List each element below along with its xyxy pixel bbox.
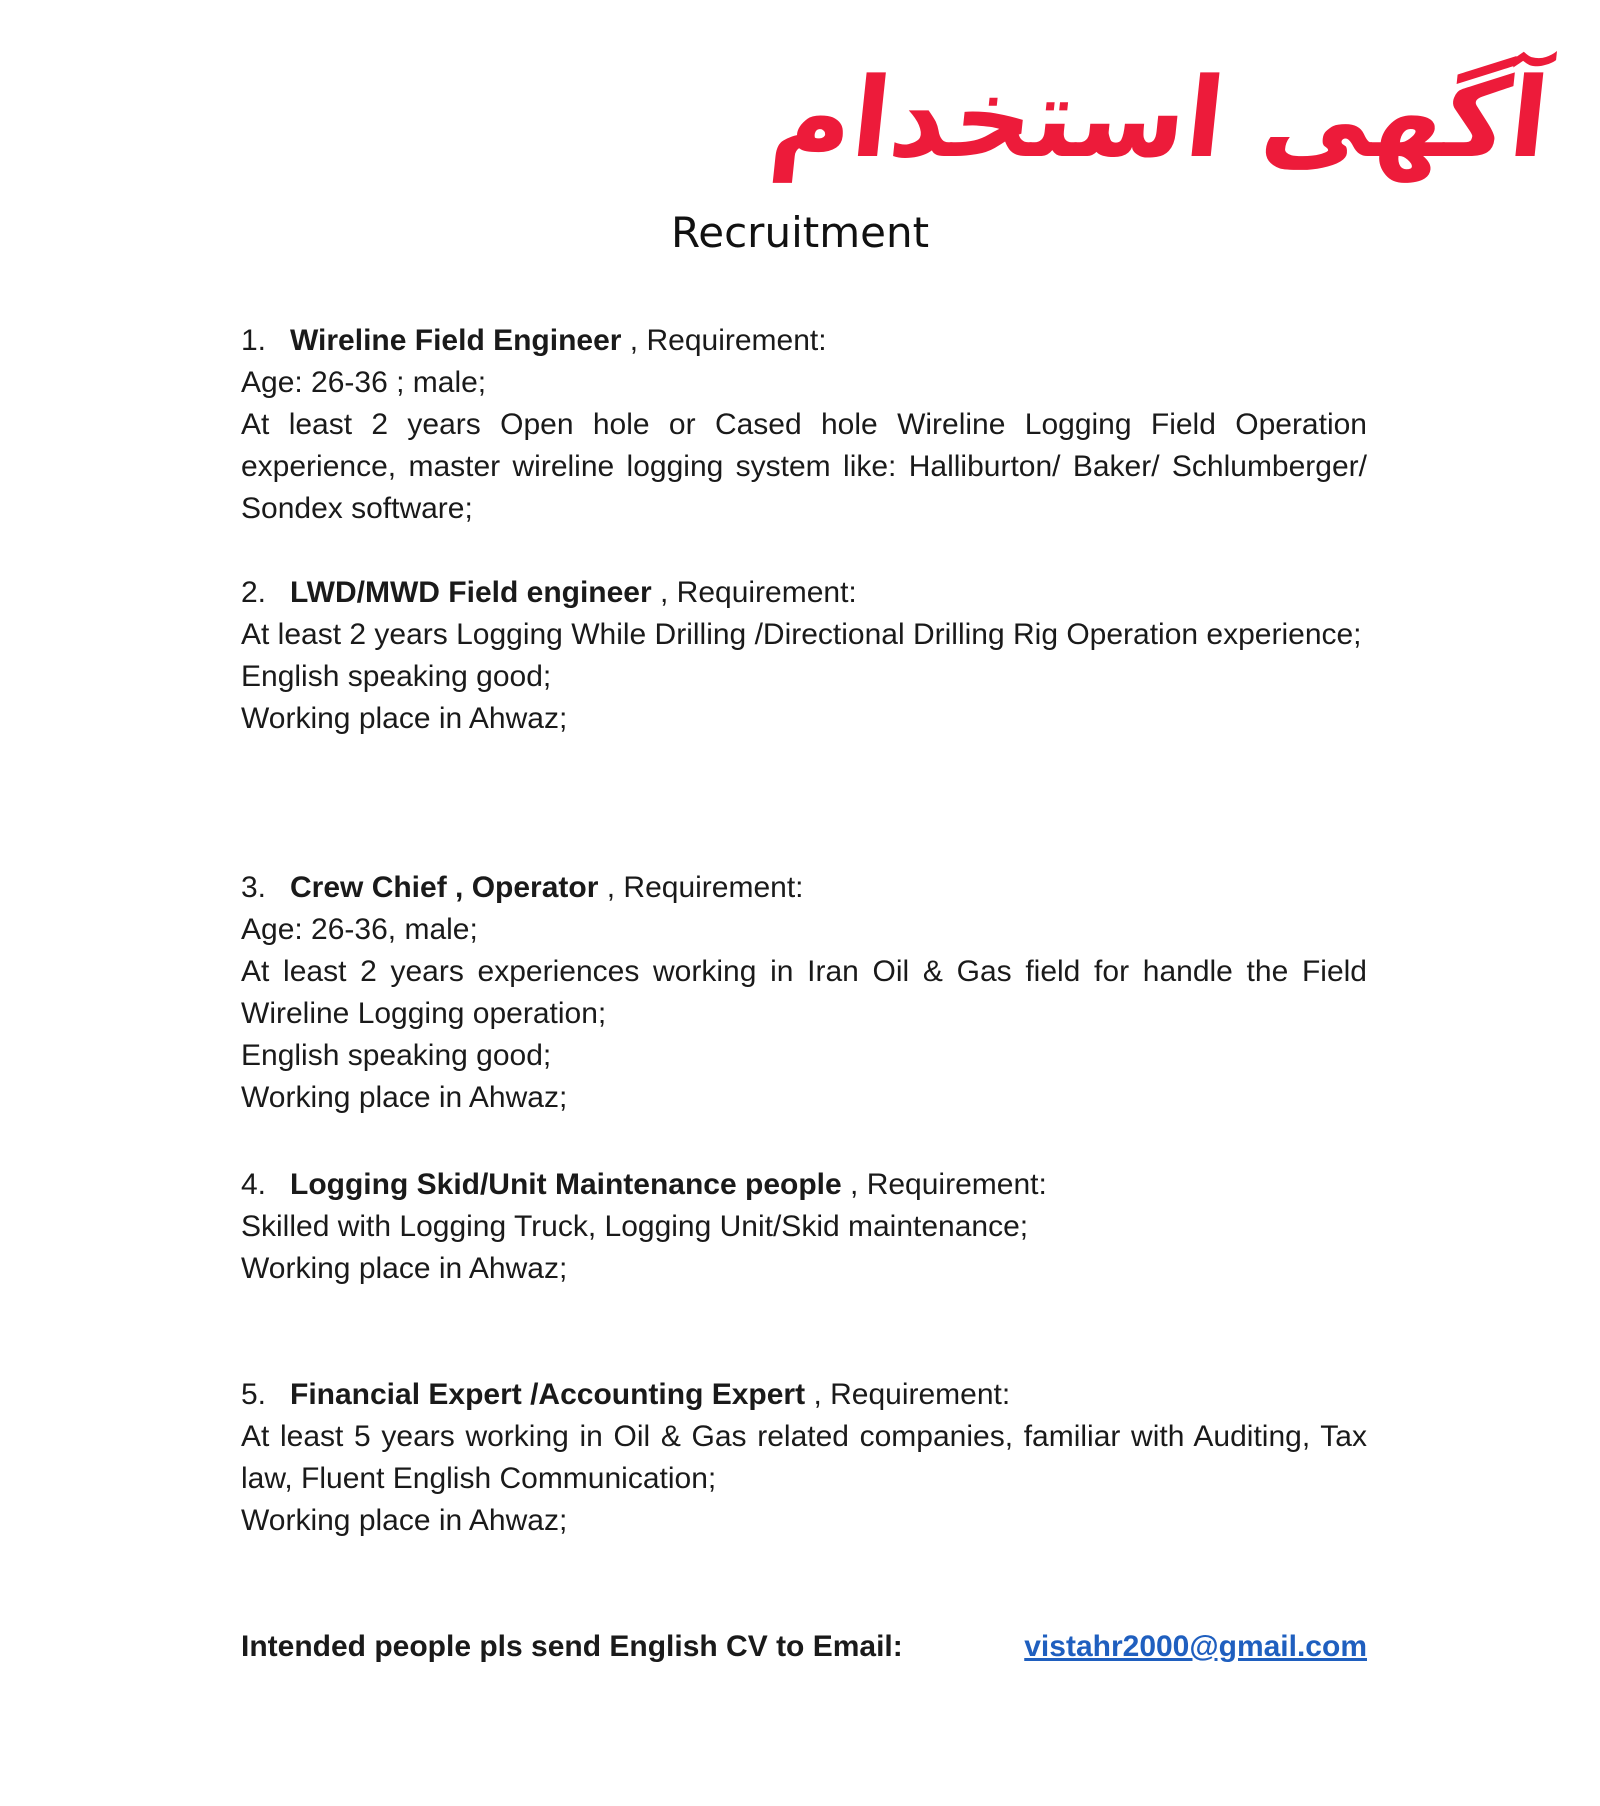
position-title: Financial Expert /Accounting Expert [290, 1378, 806, 1411]
position-title: Crew Chief , Operator [290, 871, 599, 904]
contact-footer [241, 1626, 1367, 1668]
position-3 [241, 867, 1367, 1119]
requirement-line: Skilled with Logging Truck, Logging Unit/Skid maintenance; [241, 1210, 1029, 1243]
requirement-label: , Requirement: [805, 1378, 1011, 1411]
position-heading [241, 572, 1367, 614]
position-title: Wireline Field Engineer [290, 324, 622, 357]
contact-label: Intended people pls send English CV to Email: [241, 1630, 903, 1663]
requirement-label: , Requirement: [598, 871, 804, 904]
requirement-line: At least 2 years Open hole or Cased hole Wireline Logging Field Operation experience, master wireline logging system like: Halliburton/ Baker/ Schlumberger/ Sondex software; [241, 408, 1367, 525]
position-4 [241, 1164, 1367, 1290]
requirement-line: Working place in Ahwaz; [241, 1252, 568, 1285]
requirement-line: Working place in Ahwaz; [241, 1081, 568, 1114]
requirement-label: , Requirement: [841, 1168, 1047, 1201]
position-heading [241, 1164, 1367, 1206]
requirement-line: Working place in Ahwaz; [241, 1504, 568, 1537]
requirement-line: English speaking good; [241, 660, 552, 693]
position-heading [241, 1374, 1367, 1416]
position-heading [241, 867, 1367, 909]
requirement-line: Age: 26-36 ; male; [241, 366, 487, 399]
requirement-label: , Requirement: [621, 324, 827, 357]
position-5 [241, 1374, 1367, 1542]
position-heading [241, 320, 1367, 362]
position-title: LWD/MWD Field engineer [290, 576, 652, 609]
requirement-line: At least 2 years Logging While Drilling /Directional Drilling Rig Operation experience; [241, 618, 1362, 651]
email-link[interactable]: vistahr2000@gmail.com [1024, 1630, 1367, 1663]
requirement-line: At least 2 years experiences working in Iran Oil & Gas field for handle the Field Wireline Logging operation; [241, 955, 1367, 1030]
page-title: Recruitment [670, 208, 930, 257]
position-1 [241, 320, 1367, 530]
position-number: 2. [241, 576, 267, 609]
requirement-line: At least 5 years working in Oil & Gas related companies, familiar with Auditing, Tax law, Fluent English Communication; [241, 1420, 1367, 1495]
requirement-line: English speaking good; [241, 1039, 552, 1072]
persian-recruitment-heading: آگهی استخدام [765, 54, 1555, 182]
requirement-line: Working place in Ahwaz; [241, 702, 568, 735]
requirement-line: Age: 26-36, male; [241, 913, 478, 946]
position-number: 1. [241, 324, 267, 357]
position-number: 3. [241, 871, 267, 904]
position-number: 5. [241, 1378, 267, 1411]
requirement-label: , Requirement: [651, 576, 857, 609]
position-2 [241, 572, 1367, 740]
position-title: Logging Skid/Unit Maintenance people [290, 1168, 842, 1201]
position-number: 4. [241, 1168, 267, 1201]
